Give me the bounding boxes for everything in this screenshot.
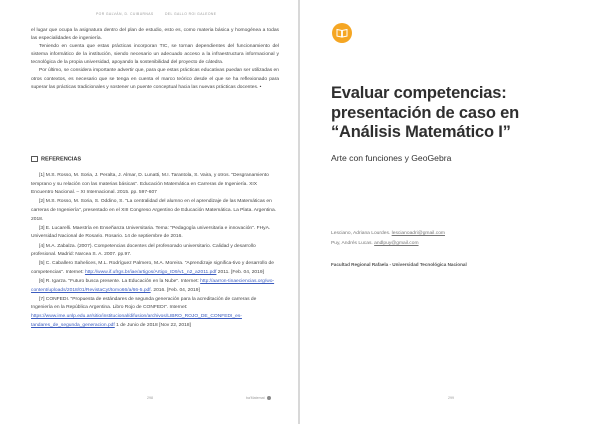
references-list: [31, 172, 279, 331]
author-line: [331, 239, 445, 249]
section-badge: [332, 23, 352, 43]
running-head-authors: POR GALVÁN, D. CUIBURNAS: [96, 12, 154, 16]
journal-brand-label: ba'Matemat: [246, 396, 265, 400]
reference-date: . 2016. [Feb. 04, 2019]: [150, 287, 200, 293]
reference-text: [1] M.S. Rosso, M. Soria, J. Peralta, J. Almar, D. Lunatti, M.I. Tarantola, S. Vaira, y otros. "Desgranamiento temprano y su relación con las materias básicas". Educación Matemática en Carreras de Ingeniería. XIX Encuentro Nacional. – XI Internacional. 2015. pp. 597-607: [31, 173, 269, 196]
reference-text: [2] M.S. Rosso, M. Soria, S. Oddino, S. "La centralidad del alumno en el aprendizaje de las Matemáticas en carreras de Ingeniería", presentado en el XIII Congreso Argentino de Educación Matemática. La Plata. Argentina. 2018.: [31, 199, 277, 222]
reference-text: [7] CONFEDI. "Propuesta de estándares de segunda generación para la acreditación de carreras de Ingeniería en la República Argentina. Libro Rojo de CONFEDI". Internet:: [31, 296, 257, 311]
body-paragraph: el lugar que ocupa la asignatura dentro del plan de estudio, esto es, como materia básica y homogénea a todas las especialidades de ingeniería.: [31, 28, 279, 42]
references-heading-label: REFERENCIAS: [41, 156, 82, 163]
brand-logo-icon: [267, 396, 271, 400]
reference-date: 2011. [Feb. 04, 2019]: [216, 269, 264, 275]
body-text: [31, 27, 279, 92]
affiliation: Facultad Regional Rafaela - Universidad Tecnológica Nacional: [331, 262, 467, 267]
reference-text: [5] C. Caballero Sahelices, M.L. Rodríguez Palmero, M.A. Moreira. "Aprendizaje significa-tivo y desarrollo de competencias". Internet:: [31, 261, 274, 275]
running-head-secondary: DEL GALLO ROI GALEONE: [164, 12, 217, 16]
left-page: [0, 0, 298, 424]
author-email-link[interactable]: andlpuy@gmail.com: [374, 241, 419, 246]
article-subtitle: Arte con funciones y GeoGebra: [331, 153, 452, 163]
open-book-icon: [336, 28, 348, 38]
right-page: [300, 0, 600, 424]
author-line: [331, 229, 445, 239]
reference-date: 1 de Junio de 2018 [Nov 22, 2018]: [114, 322, 191, 328]
author-email-link[interactable]: lescianoadri@gmail.com: [391, 231, 445, 236]
authors-block: [331, 229, 445, 249]
reference-link[interactable]: https://www.ime.unlp.edu.ar/sitio/institucional/difusion/archivos/LIBRO_ROJO_DE_CONFEDI_es-tandares_de_segunda_generacion.pdf: [31, 314, 242, 328]
article-title: Evaluar competencias: presentación de caso en “Análisis Matemático I”: [331, 84, 519, 141]
reference-link[interactable]: http://aarron-tinaeciencias.org/wo-content/uploads/2018/01/RevistaCyt/tomo66/a/66-5.pdf: [31, 279, 275, 293]
body-paragraph: Teniendo en cuenta que estas prácticas incorporan TIC, se tornan dependientes del funcionamiento del sistema informático de la institución, siendo necesario un adecuado acceso a la infraestructura informacional y tecnológica de la propia universidad, apoyando la sostenibilidad del proyecto de cátedra.: [31, 44, 279, 66]
reference-link[interactable]: http://www.if.ufrgs.br/iae/artigos/Artigo_ID9/v1_n2_a2011.pdf: [84, 269, 217, 275]
reference-item: [31, 278, 279, 295]
author-name: Lesciano, Adriana Lourdes.: [331, 231, 391, 236]
reference-text: [4] M.A. Zabalza. (2007). Competencias docentes del profesorado universitario. Calidad y desarrollo profesional. Madrid: Narcea S. A. 2007. pp.97.: [31, 243, 256, 258]
book-icon: [31, 156, 38, 162]
reference-item: [31, 225, 279, 242]
journal-brand: [246, 396, 271, 400]
reference-text: [3] E. Lucarelli. Maestría en Enseñanza Universitaria. Tema: "Pedagogía universitaria e innovación". FHyA. Universidad Nacional de Rosario. Rosario. 14 de septiembre de 2016.: [31, 225, 271, 240]
page-number: 298: [147, 396, 153, 400]
reference-item: [31, 260, 279, 277]
author-name: Puy, Andrés Lucas.: [331, 241, 373, 246]
reference-item: [31, 243, 279, 260]
references-heading: [31, 156, 81, 162]
reference-text: [6] R. Igarza. "Futuro busca presente. La Educación en la Nube". Internet:: [39, 279, 201, 285]
reference-item: [31, 198, 279, 224]
reference-item: [31, 296, 279, 330]
body-paragraph: Por último, se considera importante advertir que, para que estas prácticas educativas puedan ser utilizadas en otros contextos, es necesario que se tenga en cuenta el marco teórico desde el que se ha reflexionado para superar las prácticas tradicionales y sostener un puente conceptual hacia las nuevas prácticas docentes. •: [31, 68, 279, 90]
reference-item: [31, 172, 279, 198]
page-number: 299: [448, 396, 454, 400]
running-head: [96, 12, 226, 16]
